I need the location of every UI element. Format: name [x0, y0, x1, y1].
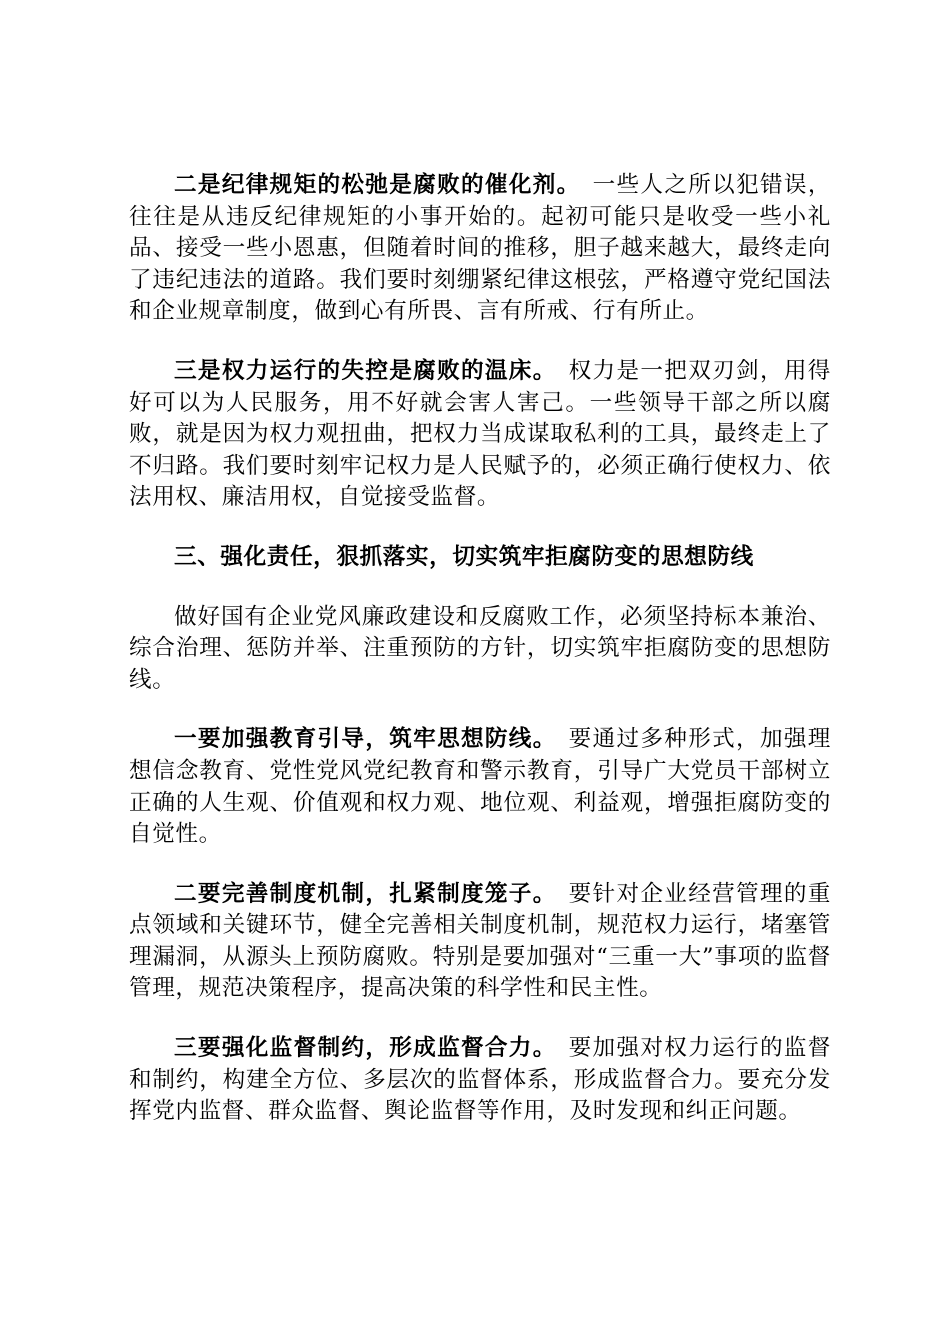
paragraph-body: 一些人之所以犯错误，往往是从违反纪律规矩的小事开始的。起初可能只是收受一些小礼品、接受一些小恩惠，但随着时间的推移，胆子越来越大，最终走向了违纪违法的道路。我们要时刻绷紧纪律这根弦，严格遵守党纪国法和企业规章制度，做到心有所畏、言有所戒、行有所止。 [129, 172, 832, 325]
paragraph-body: 要加强对权力运行的监督和制约，构建全方位、多层次的监督体系，形成监督合力。要充分发挥党内监督、群众监督、舆论监督等作用，及时发现和纠正问题。 [129, 1035, 831, 1125]
paragraph-lead: 三是权力运行的失控是腐败的温床。 [174, 357, 557, 384]
paragraph-body: 要通过多种形式，加强理想信念教育、党性党风党纪教育和警示教育，引导广大党员干部树立正确的人生观、价值观和权力观、地位观、利益观，增强拒腐防变的自觉性。 [129, 726, 831, 848]
paragraph-system [129, 879, 831, 1005]
paragraph-supervision [129, 1033, 831, 1128]
paragraph-lead: 三要强化监督制约，形成监督合力。 [174, 1035, 557, 1062]
document-page [129, 170, 831, 1156]
paragraph-body: 权力是一把双刃剑，用得好可以为人民服务，用不好就会害人害己。一些领导干部之所以腐败，就是因为权力观扭曲，把权力当成谋取私利的工具，最终走上了不归路。我们要时刻牢记权力是人民赋予的，必须正确行使权力、依法用权、廉洁用权，自觉接受监督。 [129, 357, 831, 511]
paragraph-body: 要针对企业经营管理的重点领域和关键环节，健全完善相关制度机制，规范权力运行，堵塞管理漏洞，从源头上预防腐败。特别是要加强对“三重一大”事项的监督管理，规范决策程序，提高决策的科学性和民主性。 [129, 880, 831, 1002]
paragraph-lead: 二要完善制度机制，扎紧制度笼子。 [174, 880, 557, 907]
paragraph-power [129, 356, 831, 514]
paragraph-education [129, 724, 831, 850]
paragraph-discipline [129, 170, 831, 328]
paragraph-lead: 二是纪律规矩的松弛是腐败的催化剂。 [174, 172, 581, 198]
paragraph-lead: 一要加强教育引导，筑牢思想防线。 [174, 726, 557, 753]
paragraph-intro [129, 602, 831, 697]
section-heading: 三、强化责任，狠抓落实，切实筑牢拒腐防变的思想防线 [174, 543, 754, 570]
paragraph-body: 做好国有企业党风廉政建设和反腐败工作，必须坚持标本兼治、综合治理、惩防并举、注重预防的方针，切实筑牢拒腐防变的思想防线。 [129, 603, 831, 693]
